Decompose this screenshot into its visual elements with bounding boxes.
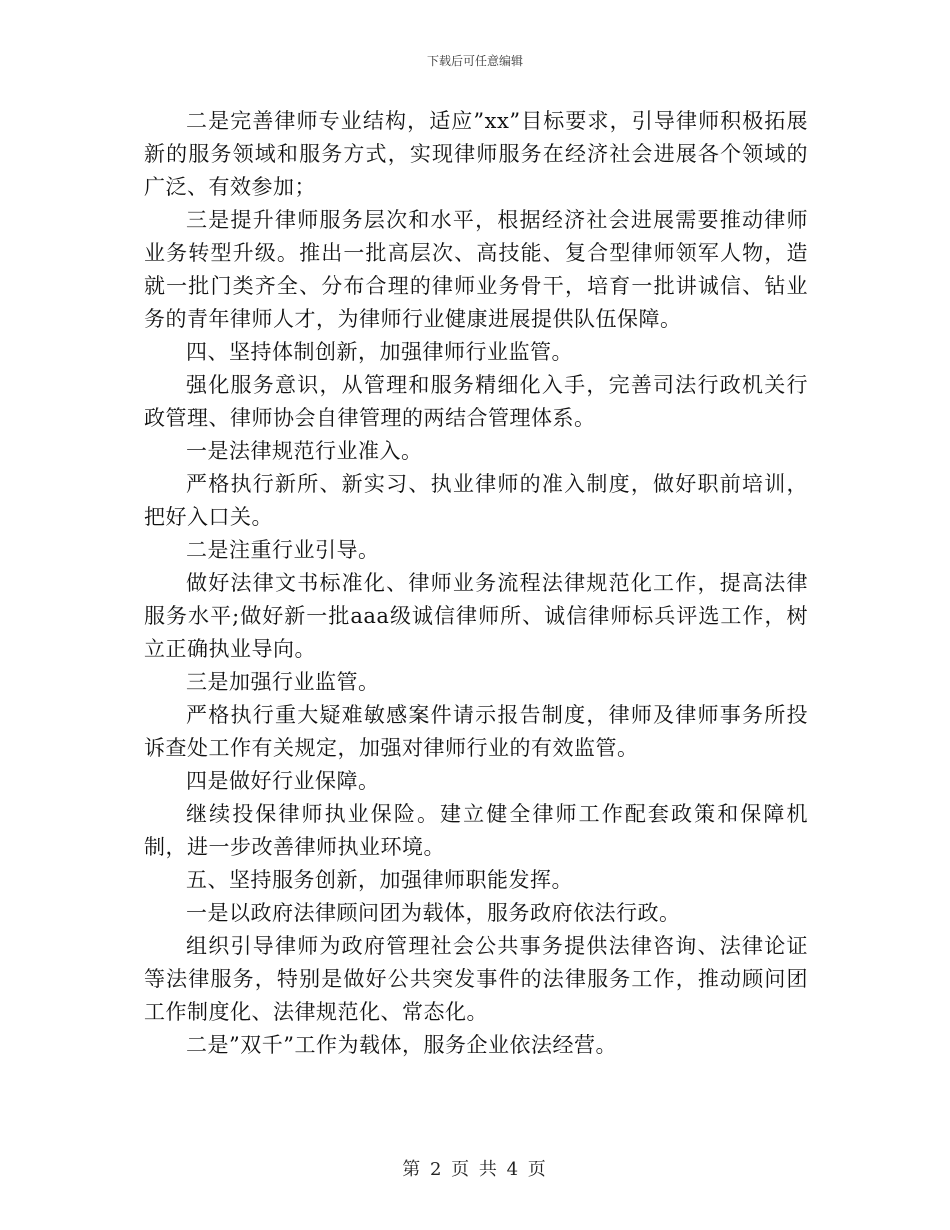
- paragraph: 二是完善律师专业结构，适应”xx”目标要求，引导律师积极拓展新的服务领域和服务方式，实现律师服务在经济社会进展各个领域的广泛、有效参加；: [144, 109, 808, 199]
- paragraph: 三是提升律师服务层次和水平，根据经济社会进展需要推动律师业务转型升级。推出一批高层次、高技能、复合型律师领军人物，造就一批门类齐全、分布合理的律师业务骨干，培育一批讲诚信、钻业务的青年律师人才，为律师行业健康进展提供队伍保障。: [144, 208, 808, 331]
- subheading: 二是注重行业引导。: [186, 538, 380, 562]
- paragraph: 继续投保律师执业保险。建立健全律师工作配套政策和保障机制，进一步改善律师执业环境。: [144, 802, 808, 859]
- page-number: 第 2 页 共 4 页: [402, 1159, 548, 1180]
- document-body: [144, 105, 808, 1062]
- section-heading: 四、坚持体制创新，加强律师行业监管。: [186, 340, 573, 364]
- subheading: 四是做好行业保障。: [186, 769, 380, 793]
- subheading: 一是以政府法律顾问团为载体，服务政府依法行政。: [186, 901, 681, 925]
- subheading: 一是法律规范行业准入。: [186, 439, 423, 463]
- subheading: 三是加强行业监管。: [186, 670, 380, 694]
- subheading: 二是”双千”工作为载体，服务企业依法经营。: [186, 1033, 617, 1057]
- paragraph: 组织引导律师为政府管理社会公共事务提供法律咨询、法律论证等法律服务，特别是做好公共突发事件的法律服务工作，推动顾问团工作制度化、法律规范化、常态化。: [144, 934, 808, 1024]
- paragraph: 做好法律文书标准化、律师业务流程法律规范化工作，提高法律服务水平;做好新一批aaa级诚信律师所、诚信律师标兵评选工作，树立正确执业导向。: [144, 571, 808, 661]
- page-header: 下载后可任意编辑: [426, 54, 523, 68]
- paragraph: 严格执行新所、新实习、执业律师的准入制度，做好职前培训，把好入口关。: [144, 472, 808, 529]
- section-heading: 五、坚持服务创新，加强律师职能发挥。: [186, 868, 573, 892]
- paragraph: 强化服务意识，从管理和服务精细化入手，完善司法行政机关行政管理、律师协会自律管理的两结合管理体系。: [144, 373, 808, 430]
- paragraph: 严格执行重大疑难敏感案件请示报告制度，律师及律师事务所投诉查处工作有关规定，加强对律师行业的有效监管。: [144, 703, 808, 760]
